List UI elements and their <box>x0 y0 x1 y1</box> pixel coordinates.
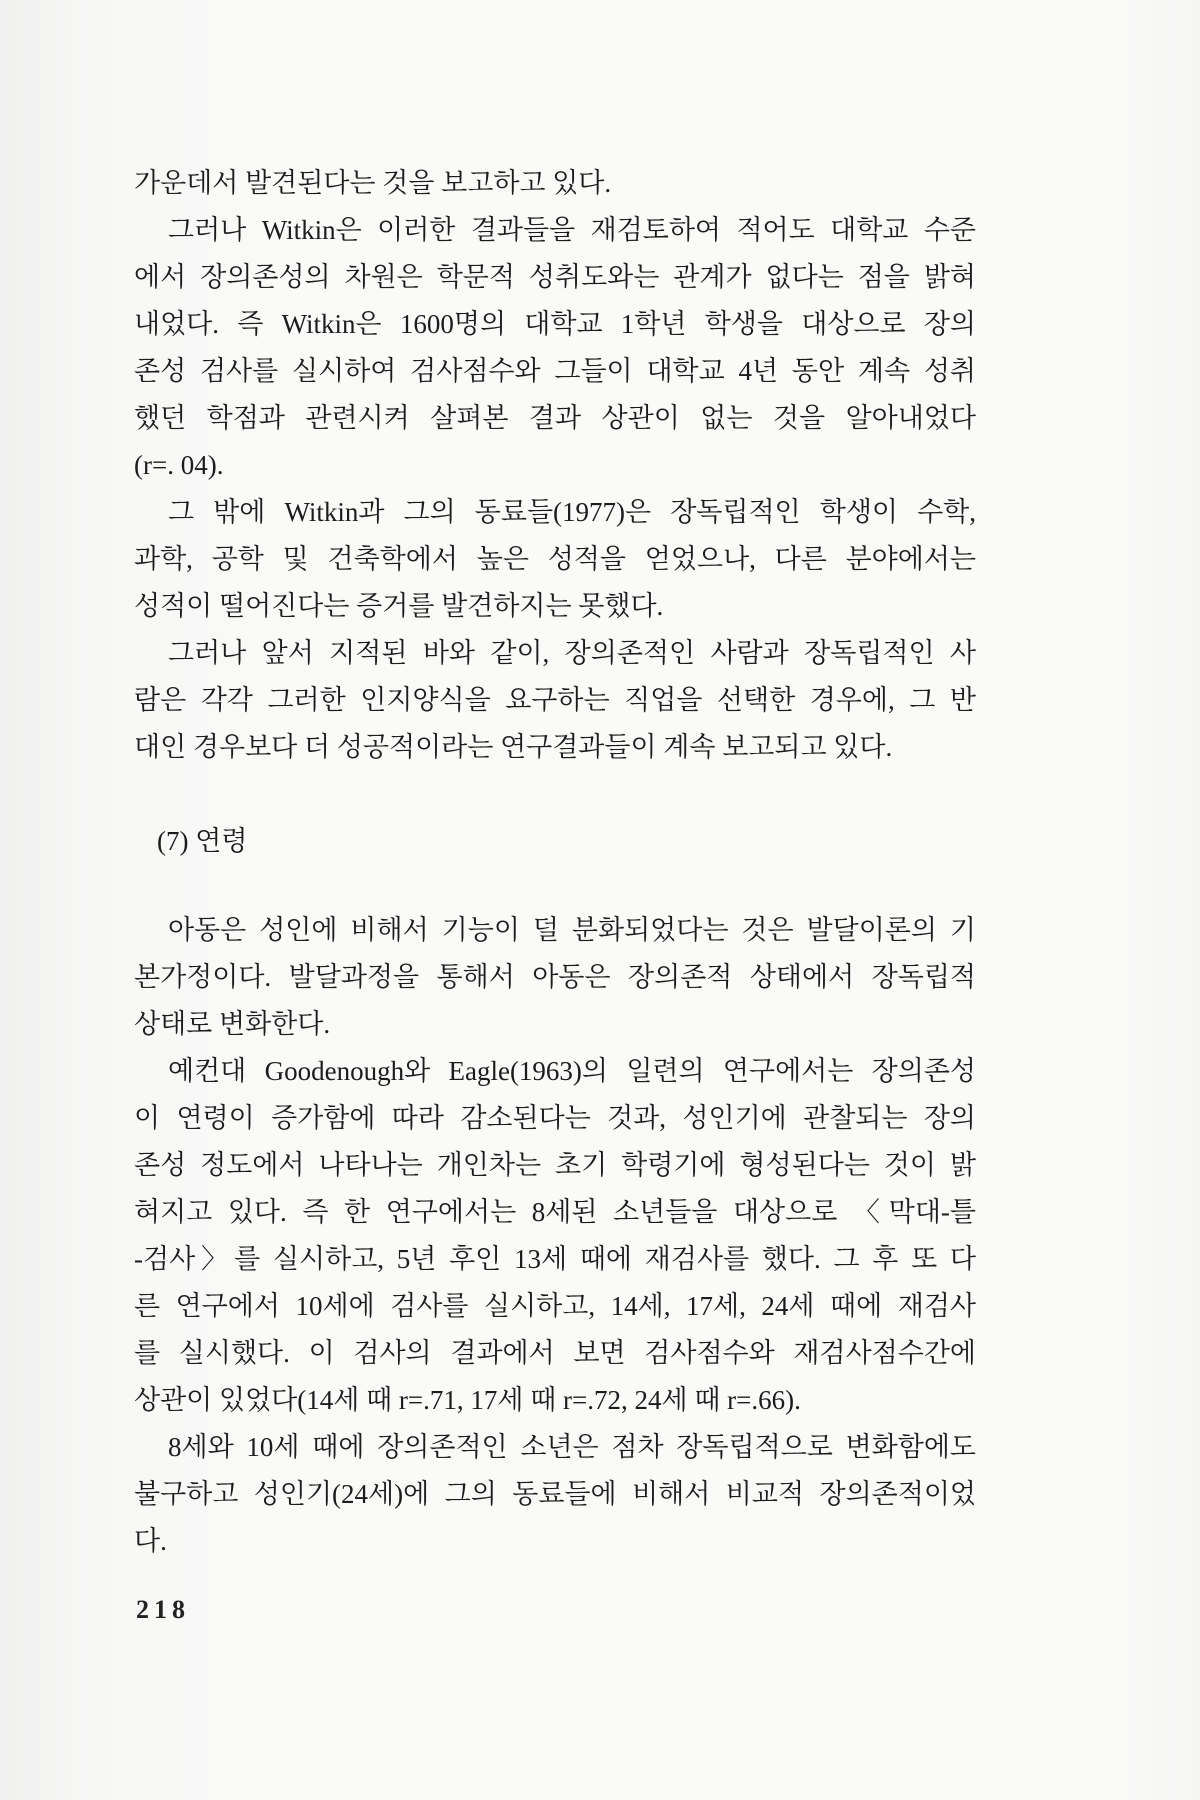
paragraph <box>134 630 976 771</box>
text-line: 가운데서 발견된다는 것을 보고하고 있다. <box>134 168 612 198</box>
text-line: 존성 검사를 실시하여 검사점수와 그들이 대학교 4년 동안 계속 성취 <box>134 356 976 386</box>
text-line: 다. <box>134 1526 167 1556</box>
text-line: 불구하고 성인기(24세)에 그의 동료들에 비해서 비교적 장의존적이었 <box>134 1479 976 1509</box>
page-body <box>134 160 976 1565</box>
paragraph <box>134 207 976 489</box>
text-line: 이 연령이 증가함에 따라 감소된다는 것과, 성인기에 관찰되는 장의 <box>134 1103 976 1133</box>
text-line: 예컨대 Goodenough와 Eagle(1963)의 일련의 연구에서는 장의존성 <box>168 1056 976 1086</box>
text-line: 를 실시했다. 이 검사의 결과에서 보면 검사점수와 재검사점수간에 <box>134 1338 976 1368</box>
paragraph <box>134 160 976 207</box>
paragraph <box>134 907 976 1048</box>
text-line: 존성 정도에서 나타나는 개인차는 초기 학령기에 형성된다는 것이 밝 <box>134 1150 976 1180</box>
text-line: -검사〉를 실시하고, 5년 후인 13세 때에 재검사를 했다. 그 후 또 다 <box>134 1244 976 1274</box>
text-line: 그러나 앞서 지적된 바와 같이, 장의존적인 사람과 장독립적인 사 <box>168 638 976 668</box>
paragraph <box>134 1424 976 1565</box>
text-line: 상태로 변화한다. <box>134 1009 331 1039</box>
text-line: 본가정이다. 발달과정을 통해서 아동은 장의존적 상태에서 장독립적 <box>134 962 976 992</box>
text-line: 내었다. 즉 Witkin은 1600명의 대학교 1학년 학생을 대상으로 장의 <box>134 309 976 339</box>
text-line: 성적이 떨어진다는 증거를 발견하지는 못했다. <box>134 591 664 621</box>
text-line: (r=. 04). <box>134 450 224 480</box>
section-body <box>134 907 976 1565</box>
text-line: 혀지고 있다. 즉 한 연구에서는 8세된 소년들을 대상으로 〈막대-틀 <box>134 1197 976 1227</box>
text-line: 그 밖에 Witkin과 그의 동료들(1977)은 장독립적인 학생이 수학, <box>168 497 976 527</box>
page-number: 218 <box>136 1595 190 1624</box>
text-line: 에서 장의존성의 차원은 학문적 성취도와는 관계가 없다는 점을 밝혀 <box>134 262 976 292</box>
text-line: 람은 각각 그러한 인지양식을 요구하는 직업을 선택한 경우에, 그 반 <box>134 685 976 715</box>
text-line: 대인 경우보다 더 성공적이라는 연구결과들이 계속 보고되고 있다. <box>134 732 893 762</box>
paragraph <box>134 489 976 630</box>
text-line: 아동은 성인에 비해서 기능이 덜 분화되었다는 것은 발달이론의 기 <box>168 915 976 945</box>
paragraph <box>134 1048 976 1424</box>
text-line: 과학, 공학 및 건축학에서 높은 성적을 얻었으나, 다른 분야에서는 <box>134 544 976 574</box>
text-line: 른 연구에서 10세에 검사를 실시하고, 14세, 17세, 24세 때에 재검사 <box>134 1291 976 1321</box>
text-line: 그러나 Witkin은 이러한 결과들을 재검토하여 적어도 대학교 수준 <box>168 215 976 245</box>
text-line: 했던 학점과 관련시켜 살펴본 결과 상관이 없는 것을 알아내었다 <box>134 403 976 433</box>
text-line: 8세와 10세 때에 장의존적인 소년은 점차 장독립적으로 변화함에도 <box>168 1432 976 1462</box>
section-heading: (7) 연령 <box>157 826 248 856</box>
text-line: 상관이 있었다(14세 때 r=.71, 17세 때 r=.72, 24세 때 r=.66). <box>134 1385 801 1415</box>
